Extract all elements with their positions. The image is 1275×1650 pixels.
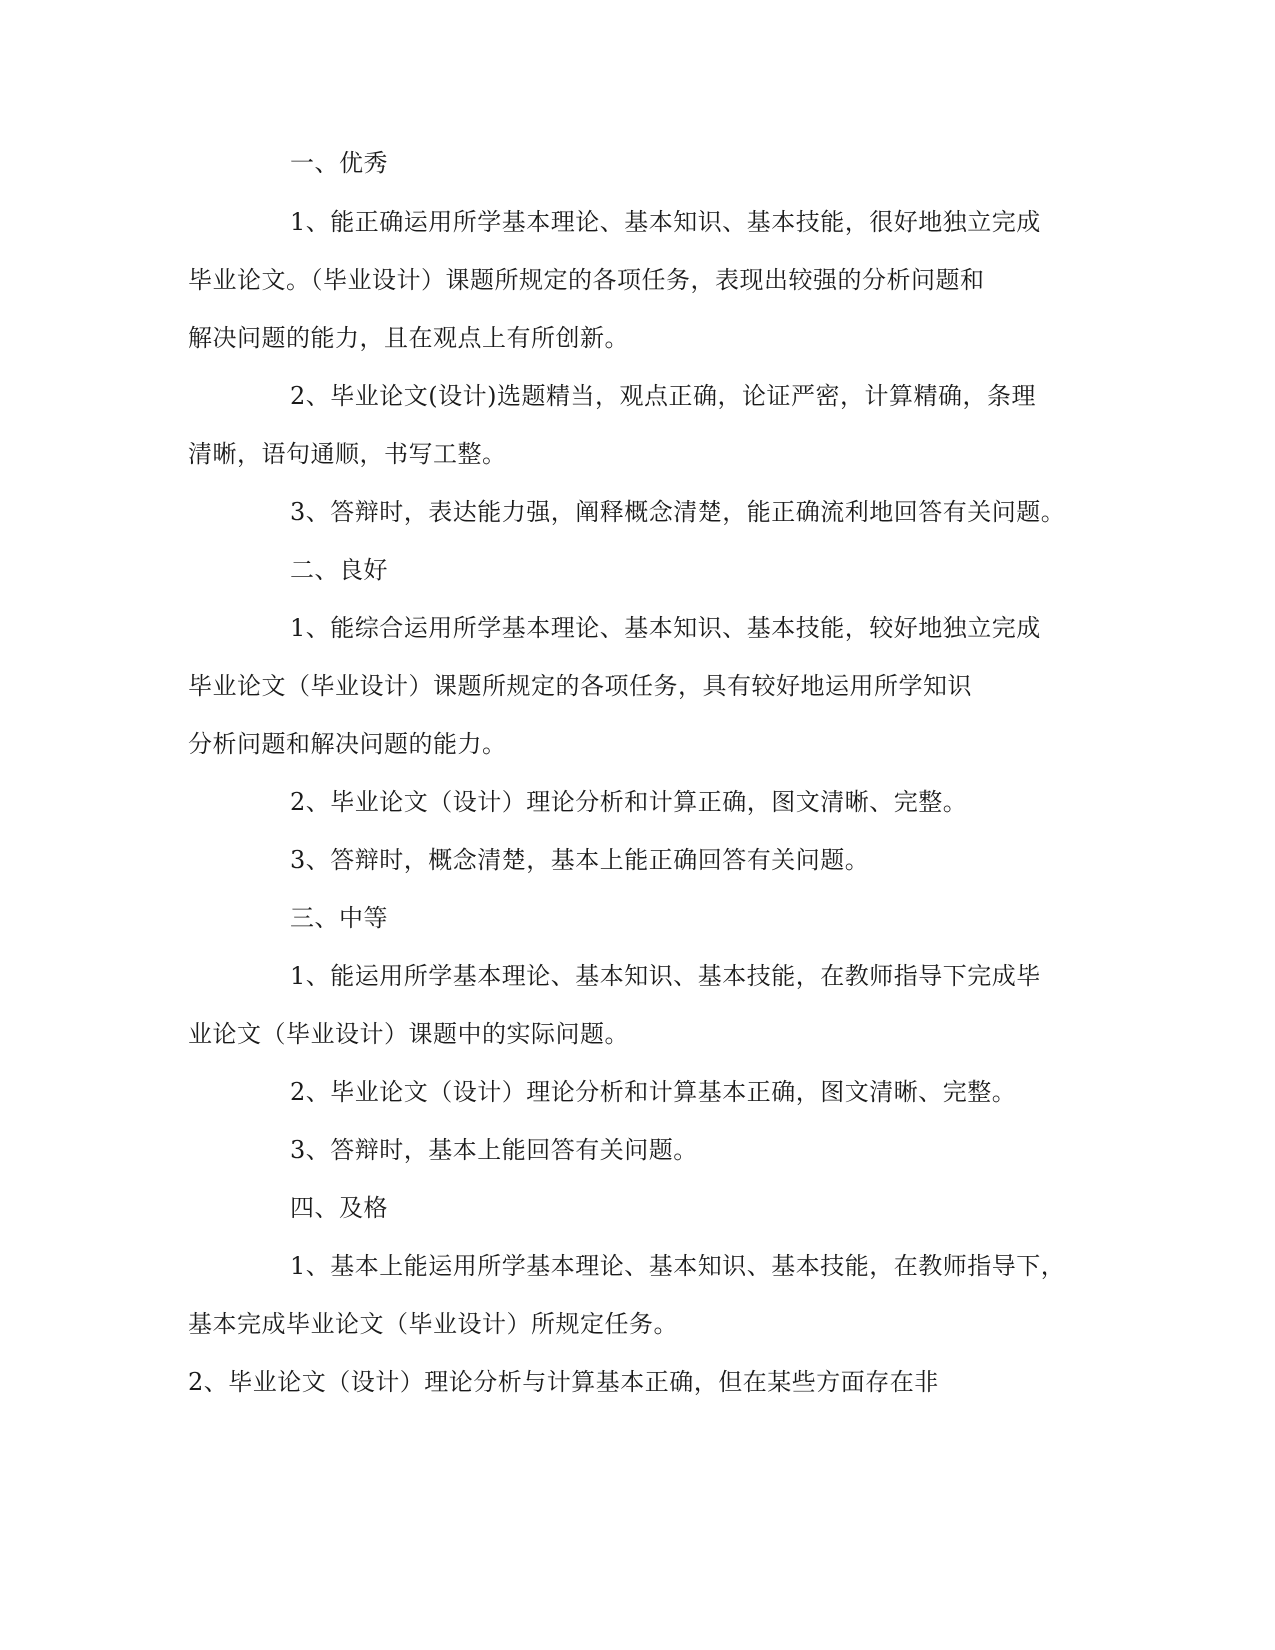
paragraph-line: 2、毕业论文（设计）理论分析与计算基本正确，但在某些方面存在非	[188, 1368, 939, 1396]
paragraph-line: 毕业论文。（毕业设计）课题所规定的各项任务，表现出较强的分析问题和	[188, 266, 985, 294]
paragraph-line: 3、答辩时，表达能力强，阐释概念清楚，能正确流利地回答有关问题。	[290, 498, 1066, 526]
section-heading-pass: 四、及格	[290, 1194, 388, 1222]
paragraph-line: 1、能综合运用所学基本理论、基本知识、基本技能，较好地独立完成	[290, 614, 1041, 642]
paragraph-line: 2、毕业论文(设计)选题精当，观点正确，论证严密，计算精确，条理	[290, 382, 1036, 410]
paragraph-line: 2、毕业论文（设计）理论分析和计算正确，图文清晰、完整。	[290, 788, 968, 816]
paragraph-line: 清晰，语句通顺，书写工整。	[188, 440, 507, 468]
paragraph-line: 1、基本上能运用所学基本理论、基本知识、基本技能，在教师指导下，	[290, 1252, 1066, 1280]
paragraph-line: 2、毕业论文（设计）理论分析和计算基本正确，图文清晰、完整。	[290, 1078, 1017, 1106]
section-heading-excellent: 一、优秀	[290, 149, 388, 177]
paragraph-line: 3、答辩时，概念清楚，基本上能正确回答有关问题。	[290, 846, 870, 874]
paragraph-line: 3、答辩时，基本上能回答有关问题。	[290, 1136, 698, 1164]
paragraph-line: 解决问题的能力，且在观点上有所创新。	[188, 324, 629, 352]
paragraph-line: 毕业论文（毕业设计）课题所规定的各项任务，具有较好地运用所学知识	[188, 672, 972, 700]
paragraph-line: 基本完成毕业论文（毕业设计）所规定任务。	[188, 1310, 678, 1338]
paragraph-line: 1、能正确运用所学基本理论、基本知识、基本技能，很好地独立完成	[290, 208, 1041, 236]
paragraph-line: 业论文（毕业设计）课题中的实际问题。	[188, 1020, 629, 1048]
section-heading-medium: 三、中等	[290, 904, 388, 932]
section-heading-good: 二、良好	[290, 556, 388, 584]
paragraph-line: 1、能运用所学基本理论、基本知识、基本技能，在教师指导下完成毕	[290, 962, 1041, 990]
paragraph-line: 分析问题和解决问题的能力。	[188, 730, 507, 758]
